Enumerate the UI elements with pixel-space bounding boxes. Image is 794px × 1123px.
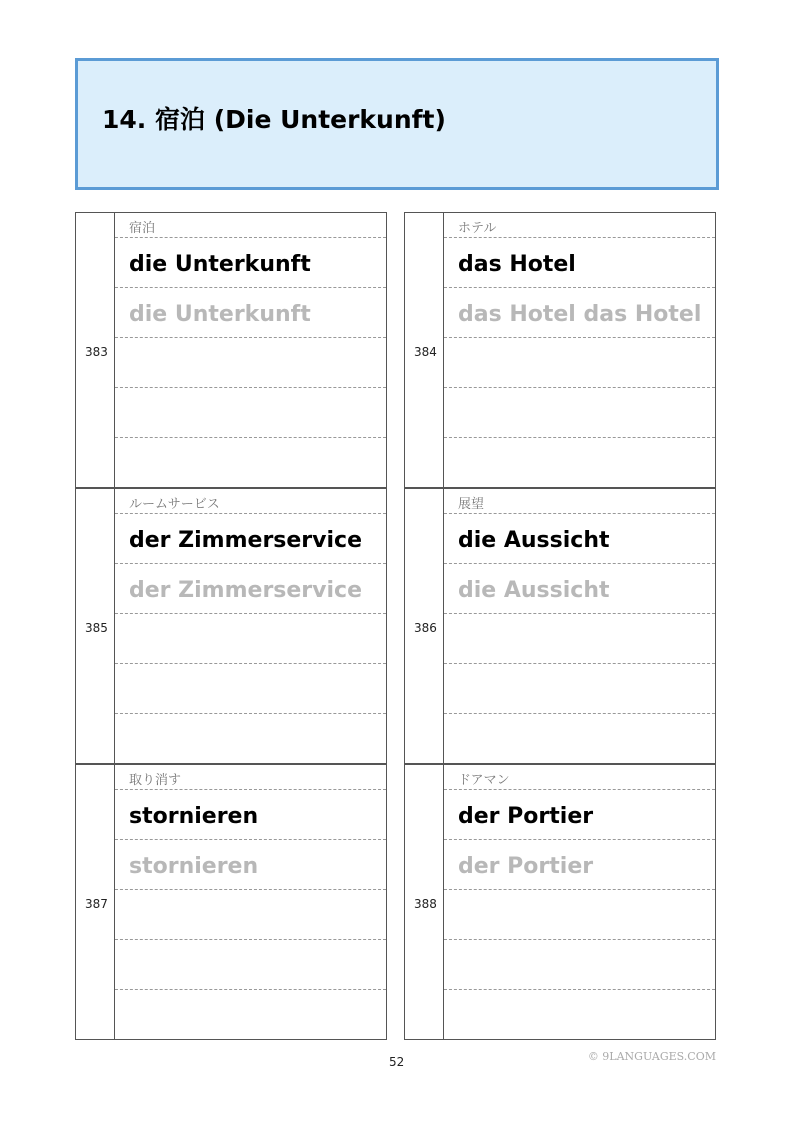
chapter-header [75, 58, 719, 190]
writing-line [115, 237, 386, 238]
writing-line [444, 437, 715, 438]
writing-line [115, 337, 386, 338]
writing-line [444, 387, 715, 388]
german-word: das Hotel [458, 252, 576, 277]
writing-line [115, 513, 386, 514]
writing-line [444, 613, 715, 614]
writing-line [444, 237, 715, 238]
entry-number: 385 [85, 621, 108, 635]
chapter-title: 14. 宿泊 (Die Unterkunft) [102, 105, 446, 134]
vocab-card-385 [75, 488, 387, 764]
vocab-card-388 [404, 764, 716, 1040]
japanese-hint: ドアマン [458, 773, 510, 788]
number-column [405, 765, 444, 1039]
german-word: die Aussicht [458, 528, 610, 553]
writing-line [444, 713, 715, 714]
writing-line [444, 563, 715, 564]
german-word: stornieren [129, 804, 259, 829]
entry-number: 386 [414, 621, 437, 635]
copyright-notice: © 9LANGUAGES.COM [587, 1050, 716, 1063]
entry-number: 388 [414, 897, 437, 911]
writing-line [444, 513, 715, 514]
writing-line [115, 437, 386, 438]
japanese-hint: ルームサービス [129, 497, 220, 512]
japanese-hint: 取り消す [129, 773, 182, 788]
german-word: der Portier [458, 804, 594, 829]
tracing-word: die Unterkunft [129, 302, 311, 327]
writing-line [444, 337, 715, 338]
writing-line [444, 789, 715, 790]
vocab-card-386 [404, 488, 716, 764]
writing-line [444, 663, 715, 664]
writing-line [444, 939, 715, 940]
writing-line [444, 989, 715, 990]
number-column [405, 489, 444, 763]
tracing-word: der Portier [458, 854, 594, 879]
entry-number: 384 [414, 345, 437, 359]
tracing-word: stornieren [129, 854, 259, 879]
number-column [76, 489, 115, 763]
entry-number: 387 [85, 897, 108, 911]
german-word: die Unterkunft [129, 252, 311, 277]
writing-line [115, 989, 386, 990]
page-number: 52 [389, 1055, 405, 1069]
tracing-word: der Zimmerservice [129, 578, 362, 603]
vocab-card-387 [75, 764, 387, 1040]
writing-line [444, 839, 715, 840]
writing-line [115, 613, 386, 614]
writing-line [115, 563, 386, 564]
number-column [76, 213, 115, 487]
number-column [76, 765, 115, 1039]
writing-line [444, 889, 715, 890]
tracing-word: die Aussicht [458, 578, 610, 603]
japanese-hint: ホテル [458, 221, 497, 236]
german-word: der Zimmerservice [129, 528, 362, 553]
entry-number: 383 [85, 345, 108, 359]
writing-line [115, 387, 386, 388]
writing-line [115, 839, 386, 840]
writing-line [115, 939, 386, 940]
number-column [405, 213, 444, 487]
vocab-card-384 [404, 212, 716, 488]
writing-line [444, 287, 715, 288]
writing-line [115, 713, 386, 714]
writing-line [115, 889, 386, 890]
writing-line [115, 789, 386, 790]
writing-line [115, 287, 386, 288]
japanese-hint: 展望 [458, 497, 485, 512]
japanese-hint: 宿泊 [129, 221, 156, 236]
tracing-word: das Hotel das Hotel [458, 302, 702, 327]
writing-line [115, 663, 386, 664]
vocab-card-383 [75, 212, 387, 488]
